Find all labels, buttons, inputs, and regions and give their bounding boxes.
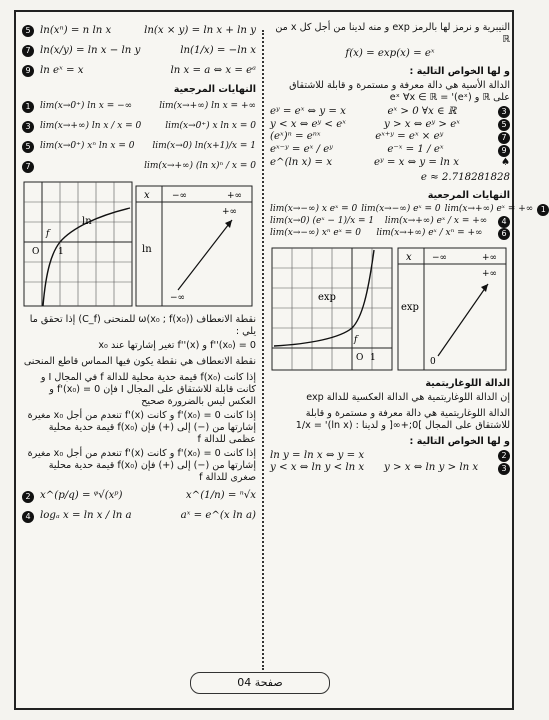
exp-intro: النيبرية و نرمز لها بالرمز exp و منه لدينا من أجل كل x من ℝ xyxy=(275,22,510,45)
formula: lim(x→0⁺) x ln x = 0 xyxy=(165,121,256,132)
formula: eʸ = eˣ ⇔ y = x xyxy=(270,105,346,117)
item-number: 1 xyxy=(537,204,549,216)
formula: eˣ > 0 ∀x ∈ ℝ xyxy=(387,105,457,117)
formula: lim(x→+∞) ln x / x = 0 xyxy=(40,121,142,132)
page-footer: صفحة 04 xyxy=(190,672,330,694)
inflection-section xyxy=(22,314,256,484)
item-number: 2 xyxy=(22,491,34,503)
log-prop-row xyxy=(22,62,256,80)
formula: x^(p/q) = ᵠ√(xᵖ) xyxy=(40,490,123,502)
table-top-value: +∞ xyxy=(222,206,238,217)
exp-grid xyxy=(272,248,392,370)
log-prop-row xyxy=(270,462,510,475)
formula: lim(x→+∞) (ln x)ⁿ / x = 0 xyxy=(144,161,256,172)
item-number: 2 xyxy=(498,450,510,462)
origin-label: O xyxy=(32,246,40,257)
right-column xyxy=(270,20,546,475)
ln-grid xyxy=(24,182,132,306)
formula: lim(x→0) (eˣ − 1)/x = 1 xyxy=(270,216,375,227)
exp-graph-and-table xyxy=(270,244,510,374)
table-bottom-value: −∞ xyxy=(170,292,186,303)
exp-prop-row xyxy=(270,106,510,119)
formula: lim(x→+∞) ln x = +∞ xyxy=(159,101,256,112)
formula: ln(xⁿ) = n ln x xyxy=(40,24,112,36)
power-row xyxy=(22,508,256,526)
limit-row xyxy=(22,118,256,136)
item-number: 7 xyxy=(22,161,34,173)
formula: ln(x × y) = ln x + ln y xyxy=(144,24,256,36)
item-number: 4 xyxy=(22,511,34,523)
formula: lim(x→−∞) xⁿ eˣ = 0 xyxy=(270,228,361,239)
limit-row xyxy=(22,158,256,176)
table-minus-inf: −∞ xyxy=(432,252,448,263)
formula: e^(ln x) = x xyxy=(270,156,333,168)
function-label: f xyxy=(354,334,358,345)
item-number: 3 xyxy=(498,463,510,475)
log-intro: إن الدالة اللوغاريتمية هي الدالة العكسية للدالة exp xyxy=(306,391,510,403)
curve-label: exp xyxy=(318,291,336,303)
formula: lim(x→+∞) eˣ / xⁿ = +∞ xyxy=(376,228,483,239)
exp-definition: f(x) = exp(x) = eˣ xyxy=(345,47,435,59)
section-title: و لها الخواص التالية : xyxy=(409,65,510,77)
increasing-arrow xyxy=(178,220,232,290)
item-number: 7 xyxy=(498,132,510,144)
item-number: 1 xyxy=(22,101,34,113)
formula: eˣ⁻ʸ = eˣ / eʸ xyxy=(270,144,333,156)
item-number: 3 xyxy=(498,106,510,118)
table-fn-label: exp xyxy=(401,301,419,313)
table-fn-label: ln xyxy=(142,243,152,255)
formula: lim(x→0⁺) xⁿ ln x = 0 xyxy=(40,141,135,152)
formula: y < x ⇔ eʸ < eˣ xyxy=(270,118,346,130)
inflection-line: f''(x₀) = 0 و f''(x) تغير إشارتها عند x₀ xyxy=(98,339,256,351)
exp-prop-row xyxy=(270,144,510,157)
inflection-line: إذا كانت f(x₀) قيمة حدية محلية للدالة f في المجال I و كانت قابلة للاشتقاق على المجال I فإن f'(x₀) = 0 و العكس ليس بالضرورة صحيح xyxy=(40,371,256,407)
function-label: f xyxy=(46,228,50,239)
ln-graph-svg xyxy=(22,180,256,310)
formula: ln eˣ = x xyxy=(40,64,84,76)
table-top-value: +∞ xyxy=(482,268,498,279)
limit-row xyxy=(22,138,256,156)
exp-prop-row xyxy=(270,119,510,132)
ln-graph-and-table xyxy=(22,180,256,310)
formula: e⁻ˣ = 1 / eˣ xyxy=(387,144,444,156)
formula: aˣ = e^(x ln a) xyxy=(180,510,256,522)
section-title: الدالة اللوغاريتمية xyxy=(425,377,510,389)
formula: (eˣ)ⁿ = eⁿˣ xyxy=(270,131,321,143)
limit-row xyxy=(22,98,256,116)
arrow-head xyxy=(481,284,488,292)
exp-graph-svg xyxy=(270,244,510,374)
unit-label: 1 xyxy=(58,246,64,257)
formula: ln(1/x) = −ln x xyxy=(180,44,256,56)
table-plus-inf: +∞ xyxy=(227,190,243,201)
exp-props-intro: الدالة الأسية هي دالة معرفة و مستمرة و قابلة للاشتقاق على ℝ و (eˣ)' = eˣ ∀x ∈ ℝ xyxy=(289,79,510,103)
inflection-line: إذا كانت f'(x₀) = 0 و كانت f'(x) تنعدم من أجل x₀ مغيرة إشارتها من (−) إلى (+) فإن f(x₀) قيمة حدية محلية صغرى للدالة f xyxy=(27,447,256,483)
column-divider xyxy=(262,30,264,670)
increasing-arrow xyxy=(438,284,488,356)
origin-label: O xyxy=(356,352,364,363)
formula: y > x ⇔ eʸ > eˣ xyxy=(384,118,460,130)
document-page xyxy=(14,10,546,710)
inflection-line: نقطة الانعطاف هي نقطة يكون فيها المماس قاطع المنحنى xyxy=(23,355,256,367)
log-prop-row xyxy=(22,22,256,40)
exp-variation-table xyxy=(398,248,506,370)
ln-variation-table xyxy=(136,186,252,306)
section-title: النهايات المرجعية xyxy=(173,84,256,95)
formula: lim(x→0⁺) ln x = −∞ xyxy=(40,101,133,112)
section-title: النهايات المرجعية xyxy=(427,189,510,201)
spade-icon: ♠ xyxy=(500,156,510,168)
item-number: 3 xyxy=(22,121,34,133)
formula: ln y = ln x ⇔ y = x xyxy=(270,449,365,461)
item-number: 5 xyxy=(22,141,34,153)
formula: eʸ = x ⇔ y = ln x xyxy=(373,156,459,168)
item-number: 5 xyxy=(498,119,510,131)
exp-limit-row xyxy=(270,228,510,240)
formula: eˣ⁺ʸ = eˣ × eʸ xyxy=(375,131,444,143)
log-definition: الدالة اللوغاريتمية هي دالة معرفة و مستمرة و قابلة للاشتقاق على المجال ]0;+∞[ و لدينا : (ln x)' = 1/x xyxy=(295,407,510,431)
formula: y < x ⇔ ln y < ln x xyxy=(270,462,365,474)
table-bottom-value: 0 xyxy=(430,356,436,367)
curve-label: ln xyxy=(82,215,92,227)
exp-prop-row xyxy=(270,131,510,144)
table-minus-inf: −∞ xyxy=(172,190,188,201)
formula: logₐ x = ln x / ln a xyxy=(40,510,132,522)
item-number: 9 xyxy=(22,65,34,77)
formula: lim(x→−∞) eˣ = 0 xyxy=(361,204,441,215)
exp-prop-row xyxy=(270,157,510,170)
table-x-header: x xyxy=(144,189,150,201)
e-value: e ≈ 2.718281828 xyxy=(420,171,510,183)
exp-limit-row xyxy=(270,216,510,228)
formula: ln x = a ⇔ x = eᵃ xyxy=(170,64,256,76)
inflection-line: إذا كانت f'(x₀) = 0 و كانت f'(x) تنعدم من أجل x₀ مغيرة إشارتها من (−) إلى (+) فإن f(x₀) قيمة حدية محلية عظمى للدالة f xyxy=(27,409,256,445)
formula: ln(x/y) = ln x − ln y xyxy=(40,44,141,56)
item-number: 5 xyxy=(22,25,34,37)
formula: lim(x→0) ln(x+1)/x = 1 xyxy=(152,141,256,152)
item-number: 6 xyxy=(498,228,510,240)
formula: lim(x→−∞) x eˣ = 0 xyxy=(270,204,358,215)
log-prop-row xyxy=(22,42,256,60)
section-title: و لها الخواص التالية : xyxy=(409,435,510,447)
exp-limit-row xyxy=(270,204,546,216)
item-number: 7 xyxy=(22,45,34,57)
formula: y > x ⇔ ln y > ln x xyxy=(384,462,479,474)
formula: x^(1/n) = ⁿ√x xyxy=(185,490,256,502)
table-x-header: x xyxy=(406,251,412,263)
inflection-line: نقطة الانعطاف ω(x₀ ; f(x₀)) للمنحنى (C_f) إذا تحقق ما يلي : xyxy=(29,313,256,337)
left-column xyxy=(22,20,256,528)
table-plus-inf: +∞ xyxy=(482,252,498,263)
unit-label: 1 xyxy=(370,352,376,363)
formula: lim(x→+∞) eˣ / x = +∞ xyxy=(384,216,488,227)
formula: lim(x→+∞) eˣ = +∞ xyxy=(444,204,534,215)
item-number: 9 xyxy=(498,145,510,157)
item-number: 4 xyxy=(498,216,510,228)
log-prop-row xyxy=(270,450,510,463)
power-row xyxy=(22,488,256,506)
